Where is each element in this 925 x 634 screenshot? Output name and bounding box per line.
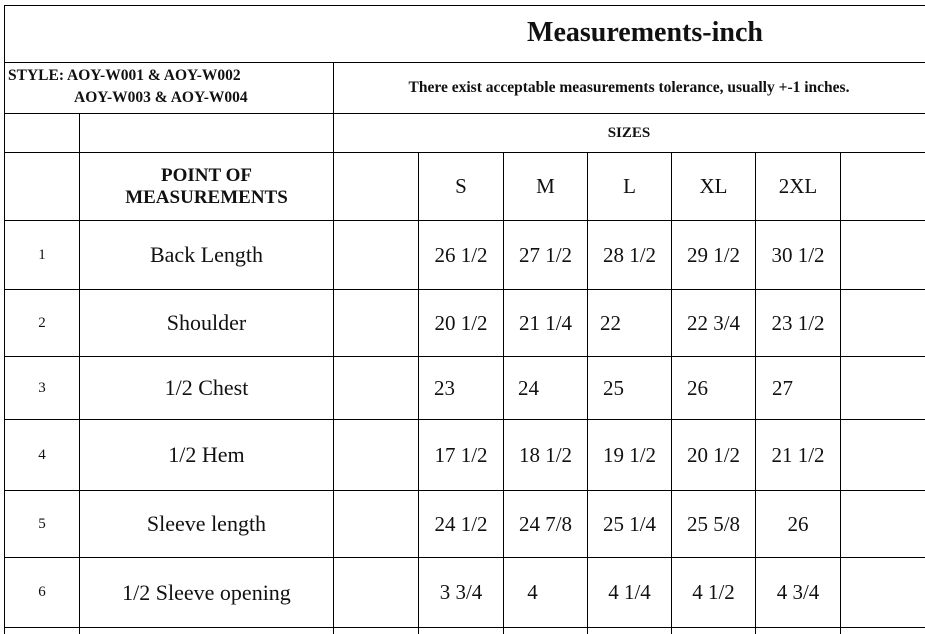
size-header-2xl: 2XL bbox=[778, 174, 818, 198]
row-4-m: 18 1/2 bbox=[518, 442, 573, 467]
pom-header-line-1: POINT OF bbox=[161, 164, 252, 186]
row-1-2xl: 30 1/2 bbox=[771, 242, 825, 267]
row-1-point: Back Length bbox=[149, 242, 264, 267]
row-4-number: 4 bbox=[38, 446, 46, 463]
pom-header bbox=[80, 153, 333, 220]
row-5-xl: 25 5/8 bbox=[686, 511, 741, 536]
row-3-m: 24 bbox=[518, 375, 539, 400]
row-1-m: 27 1/2 bbox=[518, 242, 573, 267]
row-2-number: 2 bbox=[38, 314, 46, 331]
row-2-xl: 22 3/4 bbox=[686, 310, 741, 335]
row-3-point: 1/2 Chest bbox=[164, 375, 249, 400]
rule-row-6 bbox=[4, 627, 925, 628]
row-1-l: 28 1/2 bbox=[602, 242, 657, 267]
tolerance-note: There exist acceptable measurements tolerance, usually +-1 inches. bbox=[408, 79, 850, 96]
row-6-xl: 4 1/2 bbox=[692, 580, 735, 604]
style-codes bbox=[6, 66, 332, 112]
row-4-l: 19 1/2 bbox=[602, 442, 657, 467]
row-4-s: 17 1/2 bbox=[434, 442, 488, 467]
size-header-xl: XL bbox=[699, 174, 728, 198]
row-3-2xl: 27 bbox=[772, 375, 793, 400]
row-3-number: 3 bbox=[38, 379, 46, 396]
row-4-point: 1/2 Hem bbox=[168, 442, 245, 467]
row-2-s: 20 1/2 bbox=[434, 310, 488, 335]
pom-header-line-2: MEASUREMENTS bbox=[125, 186, 288, 208]
rule-top bbox=[4, 5, 925, 6]
row-3-s: 23 bbox=[434, 375, 455, 400]
row-2-2xl: 23 1/2 bbox=[771, 310, 825, 335]
row-3-l: 25 bbox=[603, 375, 624, 400]
size-header-l: L bbox=[623, 174, 636, 198]
row-4-2xl: 21 1/2 bbox=[771, 442, 825, 467]
row-1-xl: 29 1/2 bbox=[686, 242, 741, 267]
row-2-point: Shoulder bbox=[166, 310, 247, 335]
style-line-1: STYLE: AOY-W001 & AOY-W002 bbox=[8, 67, 241, 84]
row-1-s: 26 1/2 bbox=[434, 242, 488, 267]
row-1-number: 1 bbox=[38, 246, 46, 263]
row-4-xl: 20 1/2 bbox=[686, 442, 741, 467]
row-6-l: 4 1/4 bbox=[608, 580, 651, 604]
sizes-label: SIZES bbox=[607, 124, 651, 141]
style-line-2: AOY-W003 & AOY-W004 bbox=[74, 89, 248, 106]
rule-title-bottom bbox=[4, 62, 925, 63]
row-2-m: 21 1/4 bbox=[518, 310, 573, 335]
row-5-l: 25 1/4 bbox=[602, 511, 657, 536]
row-5-point: Sleeve length bbox=[146, 511, 267, 536]
row-3-xl: 26 bbox=[687, 375, 708, 400]
size-header-m: M bbox=[536, 174, 555, 198]
row-6-point: 1/2 Sleeve opening bbox=[122, 579, 291, 605]
row-5-m: 24 7/8 bbox=[518, 511, 573, 536]
row-2-l: 22 bbox=[600, 310, 621, 335]
row-5-s: 24 1/2 bbox=[434, 511, 488, 536]
page-title: Measurements-inch bbox=[527, 17, 763, 48]
rule-extra-col bbox=[840, 152, 841, 634]
size-header-s: S bbox=[455, 174, 467, 198]
row-6-2xl: 4 3/4 bbox=[776, 580, 820, 604]
row-6-s: 3 3/4 bbox=[439, 580, 483, 604]
row-6-m: 4 bbox=[527, 580, 538, 604]
row-5-number: 5 bbox=[38, 515, 46, 532]
row-6-number: 6 bbox=[38, 584, 46, 600]
row-5-2xl: 26 bbox=[787, 511, 809, 536]
